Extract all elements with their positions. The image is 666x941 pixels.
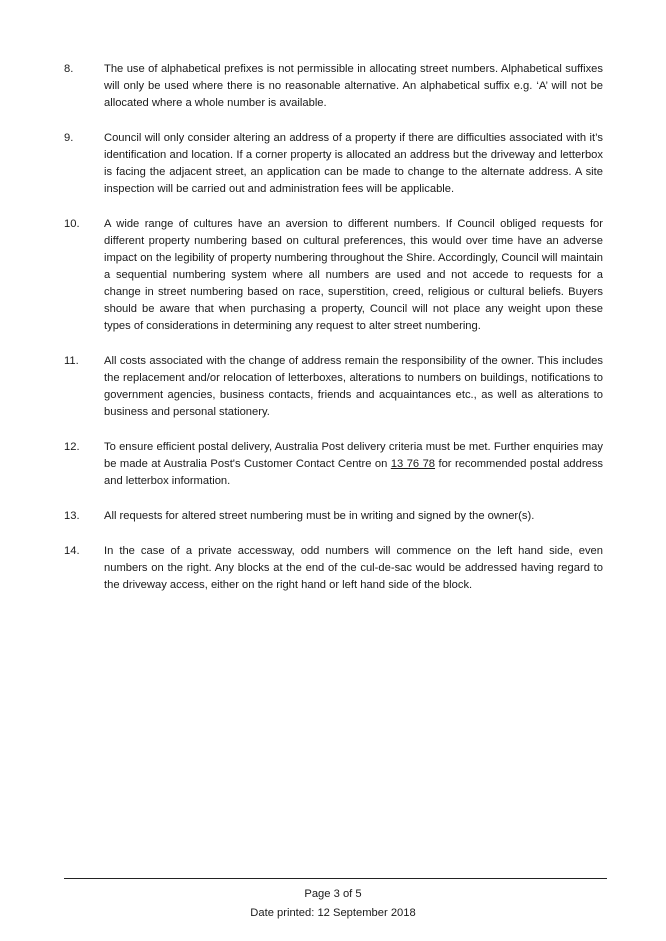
phone-number-link[interactable]: 13 76 78 [390,458,436,470]
clause-13 [0,508,666,525]
clause-number: 10. [64,218,80,230]
clause-number: 14. [64,545,80,557]
footer-divider [64,878,607,879]
clause-14 [0,543,666,594]
clause-text: A wide range of cultures have an aversion to different numbers. If Council obliged requests for different property numbering based on cultural preferences, this would over time have an adverse impact on the legibility of property numbering throughout the Shire. Accordingly, Council will maintain a sequential numbering system where all numbers are used and not accede to requests for a change in street numbering based on race, superstition, creed, religious or cultural beliefs. Buyers should be aware that when purchasing a property, Council will not place any weight upon these types of considerations in determining any request to alter street numbering. [104,218,603,332]
clause-number: 8. [64,63,74,75]
clause-10 [0,216,666,335]
clause-12 [0,439,666,490]
clause-text: All requests for altered street numbering must be in writing and signed by the owner(s). [104,510,535,522]
clause-number: 12. [64,441,80,453]
clause-text: Council will only consider altering an address of a property if there are difficulties associated with it’s identification and location. If a corner property is allocated an address but the driveway and letterbox is facing the adjacent street, an application can be made to change to the alternate address. A site inspection will be carried out and administration fees will be applicable. [104,132,603,195]
clause-text-before-phone: To ensure efficient postal delivery, Australia Post delivery criteria must be met. Further enquiries may be made at Australia Post's Customer Contact Centre on [104,441,603,470]
page-number: Page 3 of 5 [304,888,362,900]
clause-text [104,439,603,490]
clause-11 [0,353,666,421]
date-printed: Date printed: 12 September 2018 [250,907,416,919]
clause-text: The use of alphabetical prefixes is not permissible in allocating street numbers. Alphabetical suffixes will only be used where there is no reasonable alternative. An alphabetical suffix e.g. ‘A’ will not be allocated where a whole number is available. [104,63,603,109]
clause-text: In the case of a private accessway, odd numbers will commence on the left hand side, even numbers on the right. Any blocks at the end of the cul-de-sac would be addressed having regard to the driveway access, either on the right hand or left hand side of the block. [104,545,603,591]
numbered-clause-list [0,61,666,612]
clause-number: 13. [64,510,80,522]
clause-9 [0,130,666,198]
clause-number: 11. [64,355,79,367]
clause-text: All costs associated with the change of address remain the responsibility of the owner. This includes the replacement and/or relocation of letterboxes, alterations to numbers on buildings, notifications to government agencies, business contacts, friends and acquaintances etc., as well as alterations to business and personal stationery. [104,355,603,418]
clause-text-after-phone: for recommended postal address and letterbox information. [104,458,604,487]
clause-8 [0,61,666,112]
clause-number: 9. [64,132,74,144]
